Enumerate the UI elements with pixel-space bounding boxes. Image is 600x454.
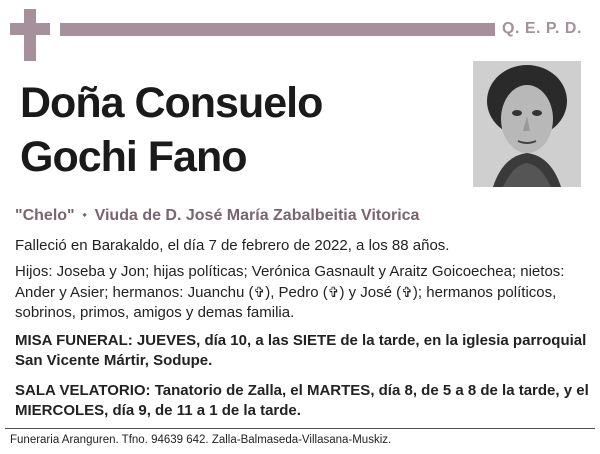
deceased-name [20,76,450,184]
name-line-1: Doña Consuelo [20,79,323,127]
header-bar [60,23,495,36]
funeral-mass: MISA FUNERAL: JUEVES, día 10, a las SIETE de la tarde, en la iglesia parroquial San Vicente Mártir, Sodupe. [15,332,587,369]
widow-of: Viuda de D. José María Zabalbeitia Vitorica [94,207,420,224]
footer-divider [5,428,595,429]
family-list: Hijos: Joseba y Jon; hijas políticas; Verónica Gasnault y Araitz Goicoechea; nietos: Ander y Asier; hermanos: Juanchu (✞), Pedro (✞) y José (✞); hermanos políticos, sobrinos, primos, amigos y demas familia. [15,263,565,321]
deceased-cross-icon: ✞ [401,284,413,300]
portrait-photo [473,61,581,187]
subline [15,205,590,226]
deceased-cross-icon: ✞ [327,284,340,300]
funeral-home-footer: Funeraria Aranguren. Tfno. 94639 642. Zalla-Balmaseda-Villasana-Muskiz. [10,434,392,446]
separator-diamond: ⬩ [82,209,87,221]
cross-icon [10,9,50,61]
name-line-2: Gochi Fano [20,133,247,181]
wake-room: SALA VELATORIO: Tanatorio de Zalla, el MARTES, día 8, de 5 a 8 de la tarde, y el MIERCOLES, día 9, de 11 a 1 de la tarde. [15,382,589,419]
death-notice: Falleció en Barakaldo, el día 7 de febrero de 2022, a los 88 años. [15,237,450,254]
qepd-label: Q. E. P. D. [502,20,582,37]
nickname: "Chelo" [15,207,75,224]
deceased-cross-icon: ✞ [253,284,266,300]
